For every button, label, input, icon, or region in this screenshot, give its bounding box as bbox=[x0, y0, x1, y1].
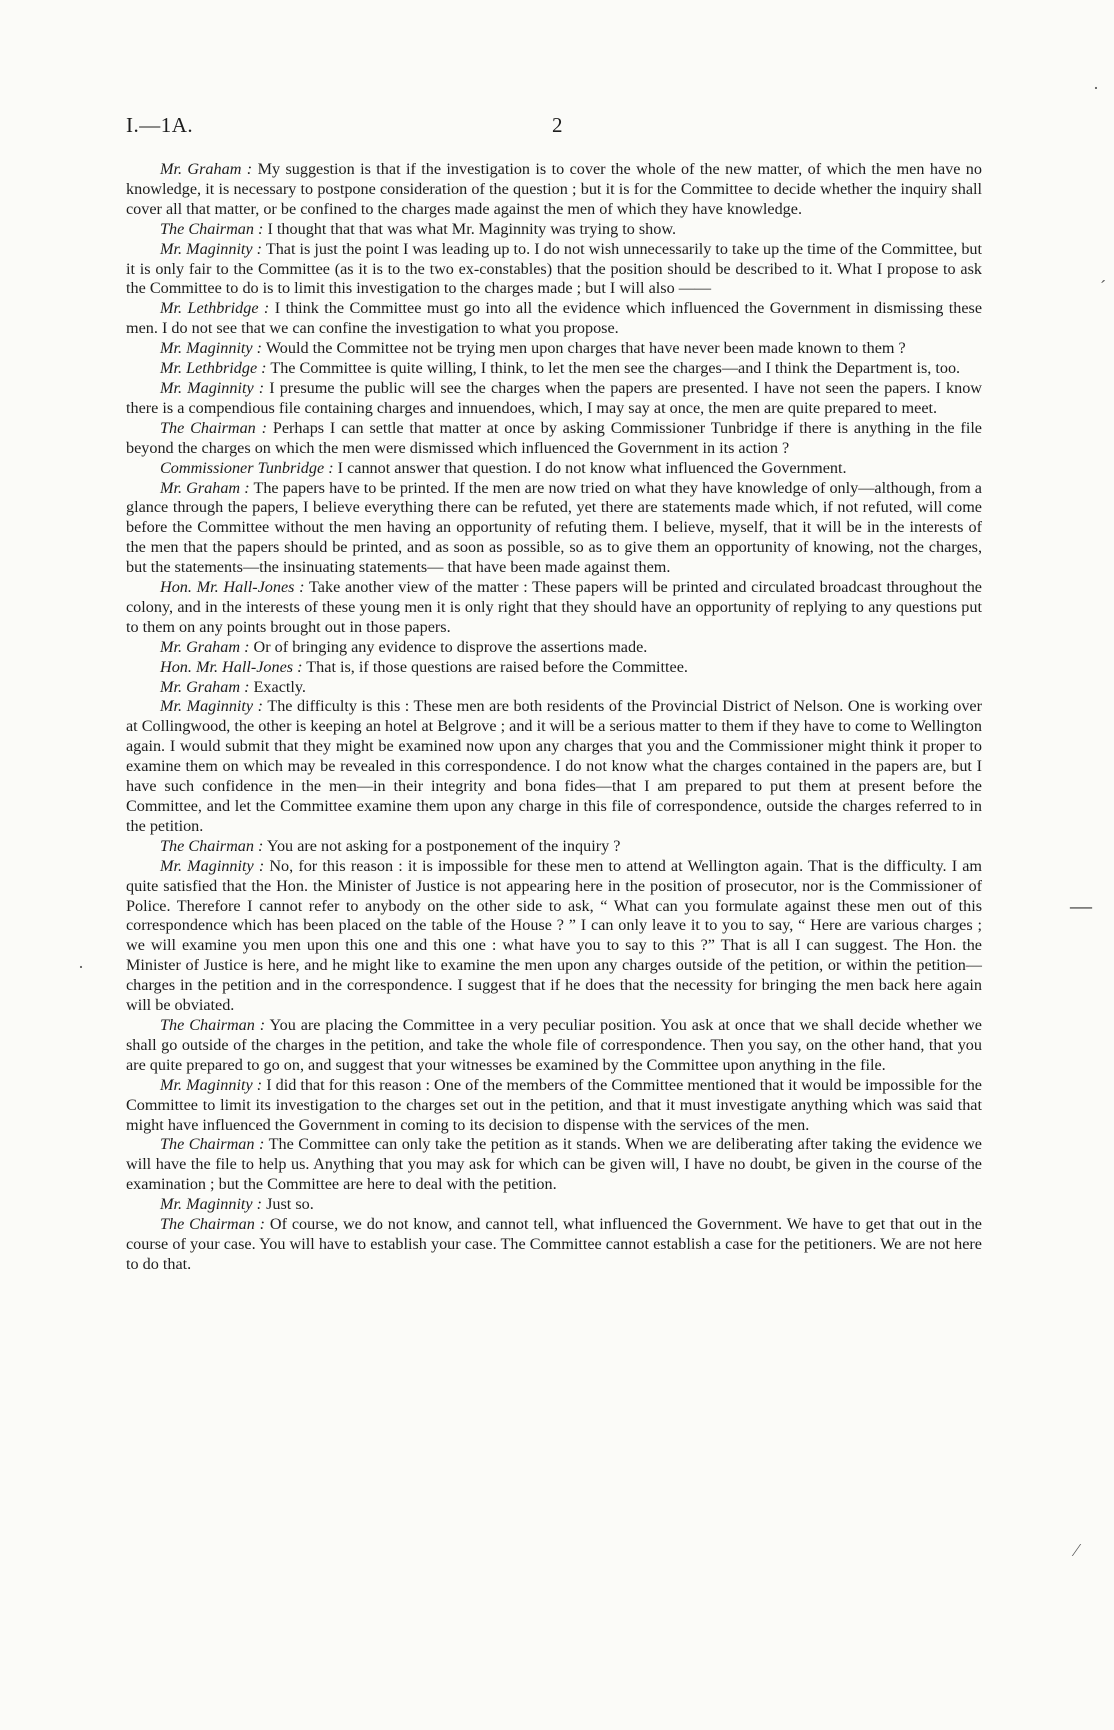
speaker-name: Mr. Maginnity : bbox=[160, 1075, 263, 1094]
speech-paragraph bbox=[126, 638, 982, 658]
speech-paragraph bbox=[126, 220, 982, 240]
speech-text: My suggestion is that if the investigation is to cover the whole of the new matter, of which the men have no knowledge, it is necessary to postpone consideration of the question ; but it is for the Committee to decide whether the inquiry shall cover all that matter, or be confined to the charges made against the men of which they have knowledge. bbox=[126, 160, 982, 218]
speech-paragraph bbox=[126, 1016, 982, 1076]
speaker-name: Mr. Graham : bbox=[160, 677, 250, 696]
speech-paragraph bbox=[126, 379, 982, 419]
page-number: 2 bbox=[552, 113, 563, 137]
speech-text: The Committee can only take the petition as it stands. When we are deliberating after taking the evidence we will have the file to help us. Anything that you may ask for which can be given will, I have no doubt, be given in the course of the examination ; but the Committee are here to deal with the petition. bbox=[126, 1135, 982, 1194]
speaker-name: Mr. Graham : bbox=[160, 160, 253, 178]
margin-tick: ˊ bbox=[1100, 277, 1106, 297]
speaker-name: Mr. Maginnity : bbox=[160, 697, 264, 716]
margin-dash: — bbox=[1070, 893, 1092, 918]
speech-text: The papers have to be printed. If the men are now tried on what they have knowledge of only—although, from a glance through the papers, I believe everything there can be refuted, yet there are statements made which, if not refuted, will come before the Committee without the men having an opportunity of refuting them. I believe, myself, that it will be in the interests of the men that the papers should be printed, and as soon as possible, so as to give them an opportunity of knowing, not the charges, but the statements—the insinuating statements— that have been made against them. bbox=[126, 478, 982, 577]
speech-text: I cannot answer that question. I do not know what influenced the Government. bbox=[337, 458, 847, 477]
speaker-name: Mr. Lethbridge : bbox=[160, 299, 270, 318]
speaker-name: Mr. Maginnity : bbox=[160, 339, 263, 358]
speech-text: You are placing the Committee in a very peculiar position. You ask at once that we shall decide whether we shall go outside of the charges in the petition, and take the whole file of correspondence. Then you say, on the other hand, that you are quite prepared to go on, and suggest that your witnesses be examined by the Committee upon anything in the file. bbox=[126, 1015, 982, 1074]
speech-text: Would the Committee not be trying men upon charges that have never been made known to them ? bbox=[265, 339, 906, 358]
speech-text: That is just the point I was leading up to. I do not wish unnecessarily to take up the time of the Committee, but it is only fair to the Committee (as it is to the two ex-constables) that the position should be described to it. What I propose to ask the Committee to do is to limit this investigation to the charges made ; but I will also —— bbox=[126, 239, 982, 298]
speaker-name: Mr. Graham : bbox=[160, 637, 250, 656]
speech-paragraph bbox=[126, 240, 982, 300]
speaker-name: The Chairman : bbox=[160, 219, 264, 238]
speech-paragraph bbox=[126, 1076, 982, 1136]
margin-speck: · bbox=[1093, 78, 1099, 98]
speech-text: That is, if those questions are raised before the Committee. bbox=[306, 657, 688, 676]
speech-paragraph bbox=[126, 578, 982, 638]
speech-text: Just so. bbox=[266, 1195, 314, 1214]
margin-tick: ⁄ bbox=[1075, 1540, 1079, 1560]
speech-text: I thought that that was what Mr. Maginnity was trying to show. bbox=[267, 219, 677, 238]
transcript-body bbox=[126, 160, 982, 1275]
speech-paragraph bbox=[126, 160, 982, 220]
document-reference: I.—1A. bbox=[126, 113, 194, 137]
speech-text: You are not asking for a postponement of the inquiry ? bbox=[266, 836, 621, 855]
speech-paragraph bbox=[126, 419, 982, 459]
speech-paragraph bbox=[126, 359, 982, 379]
speech-text: The Committee is quite willing, I think, to let the men see the charges—and I think the Department is, too. bbox=[270, 359, 961, 378]
speaker-name: Mr. Maginnity : bbox=[160, 1195, 263, 1214]
speaker-name: Mr. Maginnity : bbox=[160, 239, 263, 258]
speech-text: The difficulty is this : These men are both residents of the Provincial District of Nelson. One is working over at Collingwood, the other is keeping an hotel at Belgrove ; and it will be a serious matter to them if they have to come to Wellington again. I would submit that they might be examined now upon any charges that you and the Commissioner might think it proper to examine them on which may be revealed in this correspondence. I do not know what the charges contained in the papers are, but I have such confidence in the men—in their integrity and bona fides—that I am prepared to put them at present before the Committee, and let the Committee examine them upon any charge in this file of correspondence, outside the charges referred to in the petition. bbox=[126, 697, 983, 835]
speech-paragraph bbox=[126, 339, 982, 359]
speaker-name: The Chairman : bbox=[160, 1135, 265, 1154]
speaker-name: Hon. Mr. Hall-Jones : bbox=[160, 578, 305, 597]
speaker-name: Mr. Maginnity : bbox=[160, 378, 265, 397]
speech-text: I think the Committee must go into all the evidence which influenced the Government in dismissing these men. I do not see that we can confine the investigation to what you propose. bbox=[126, 299, 983, 338]
speech-paragraph bbox=[126, 678, 982, 698]
speech-paragraph bbox=[126, 1195, 982, 1215]
speech-text: No, for this reason : it is impossible for these men to attend at Wellington again. That is the difficulty. I am quite satisfied that the Hon. the Minister of Justice is not appearing here in the position of prosecutor, nor is the Commissioner of Police. Therefore I cannot refer to anybody on the other side to ask, “ What can you formulate against these men out of this correspondence which has been placed on the table of the House ? ” I can only leave it to you to say, “ Here are various charges ; we will examine you men upon this one and this one : what have you to say to this ?” That is all I can suggest. The Hon. the Minister of Justice is here, and he might like to examine the men upon any charges outside of the petition, or within the petition—charges in the petition and in the correspondence. I suggest that if he does that the necessity for bringing the men back here again will be obviated. bbox=[126, 856, 983, 1015]
speech-paragraph bbox=[126, 658, 982, 678]
margin-speck: · bbox=[78, 957, 84, 977]
speech-paragraph bbox=[126, 697, 982, 836]
speaker-name: Mr. Maginnity : bbox=[160, 856, 265, 875]
speaker-name: The Chairman : bbox=[160, 836, 264, 855]
speaker-name: The Chairman : bbox=[160, 418, 267, 437]
speech-paragraph bbox=[126, 1215, 982, 1275]
page-header bbox=[126, 113, 996, 143]
speaker-name: The Chairman : bbox=[160, 1215, 266, 1234]
speech-paragraph bbox=[126, 837, 982, 857]
speech-paragraph bbox=[126, 459, 982, 479]
speech-text: Take another view of the matter : These papers will be printed and circulated broadcast throughout the colony, and in the interests of these young men it is only right that they should have an opportunity of replying to any questions put to them on any points brought out in those papers. bbox=[126, 578, 982, 636]
speech-text: Of course, we do not know, and cannot tell, what influenced the Government. We have to get that out in the course of your case. You will have to establish your case. The Committee cannot establish a case for the petitioners. We are not here to do that. bbox=[126, 1215, 982, 1273]
speech-paragraph bbox=[126, 479, 982, 579]
speech-text: I presume the public will see the charges when the papers are presented. I have not seen the papers. I know there is a compendious file containing charges and innuendoes, which, I may say at once, the men are quite prepared to meet. bbox=[126, 378, 982, 417]
speaker-name: Mr. Lethbridge : bbox=[160, 359, 267, 378]
speech-text: Perhaps I can settle that matter at once by asking Commissioner Tunbridge if there is anything in the file beyond the charges on which the men were dismissed which influenced the Government in its action ? bbox=[126, 418, 982, 457]
speech-paragraph bbox=[126, 299, 982, 339]
speech-text: Exactly. bbox=[253, 677, 306, 696]
speech-paragraph bbox=[126, 1135, 982, 1195]
speech-paragraph bbox=[126, 857, 982, 1016]
speaker-name: Mr. Graham : bbox=[160, 478, 250, 497]
speech-text: I did that for this reason : One of the members of the Committee mentioned that it would be impossible for the Committee to limit its investigation to the charges set out in the petition, and that it must investigate anything which was said that might have influenced the Government in coming to its decision to dispense with the services of the men. bbox=[126, 1075, 982, 1134]
speaker-name: The Chairman : bbox=[160, 1015, 266, 1034]
speaker-name: Commissioner Tunbridge : bbox=[160, 458, 334, 477]
speaker-name: Hon. Mr. Hall-Jones : bbox=[160, 657, 303, 676]
speech-text: Or of bringing any evidence to disprove the assertions made. bbox=[253, 637, 648, 656]
